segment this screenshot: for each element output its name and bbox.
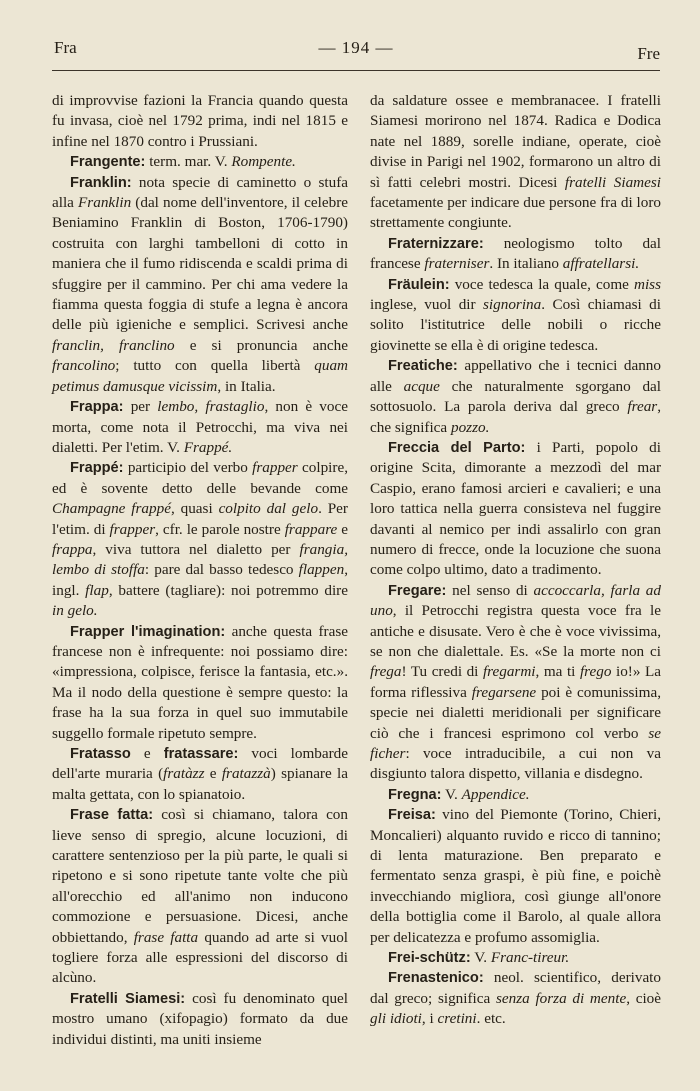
- entry-fratelli-siamesi: Fratelli Siamesi: così fu denominato quel mostro umano (xifopagio) formato da due individui distinti, ma uniti insieme: [52, 989, 349, 1048]
- headword: Frangente:: [70, 154, 146, 171]
- entry-franklin: Franklin: nota specie di caminetto o stufa alla Franklin (dal nome dell'inventore, il celebre Beniamino Franklin di Boston, 1706-1790) costruita con larghi tambelloni di cotto in maniera che il fumo ridiscenda e scaldi prima di sfuggire per il cammino. Per chi ama vedere la fiamma questa foggia di stufe a legna è ancora delle più igieniche e semplici. Scrivesi anche franclin, franclino e si pronuncia anche francolino; tutto con quella libertà quam petimus damusque vicissim, in Italia.: [52, 173, 348, 395]
- headword: Frappé:: [70, 460, 124, 477]
- page-header: [52, 36, 660, 71]
- entry-frei-schutz: Frei-schütz: V. Franc-tireur.: [388, 949, 570, 967]
- running-head-right: Fre: [637, 44, 660, 63]
- headword: Fräulein:: [388, 276, 450, 293]
- entry-frappe: Frappé: participio del verbo frapper colpire, ed è sovente detto delle bevande come Champagne frappé, quasi colpito dal gelo. Per l'etim. di frapper, cfr. le parole nostre frappare e frappa, viva tuttora nel dialetto per frangia, lembo di stoffa: pare dal basso tedesco flappen, ingl. flap, battere (tagliare): noi potremmo dire in gelo.: [52, 459, 349, 620]
- entry-frase-fatta: Frase fatta: così si chiamano, talora con lieve senso di spregio, alcune locuzioni, di carattere sentenzioso per la più parte, le quali si ripetono e si sono ripetute tante volte che più all'orecchio ed all'animo non inducono commozione e persuasione. Dicesi, anche obbiettando, frase fatta quando ad arte si vuol togliere forza alle espressioni del discorso di alcùno.: [52, 806, 349, 987]
- entry-fraulein: Fräulein: voce tedesca la quale, come miss inglese, vuol dir signorina. Così chiamasi di solito l'istitutrice delle nobili o ricche giovinette se ella è di origine tedesca.: [370, 275, 661, 354]
- headword: Frappa:: [70, 399, 124, 416]
- headword: Frei-schütz:: [388, 950, 471, 967]
- headword: Fregare:: [388, 582, 447, 599]
- entry-fratasso: Fratasso e fratassare: voci lombarde dell'arte muraria (fratàzz e fratazzà) spianare la malta gettata, con lo spianatoio.: [52, 745, 348, 803]
- headword: Fratelli Siamesi:: [70, 990, 186, 1007]
- headword: Freisa:: [388, 807, 436, 824]
- entry-continuation: di improvvise fazioni la Francia quando questa fu invasa, cioè nel 1792 prima, indi nel 1815 e infine nel 1870 contro i Prussiani.: [52, 92, 348, 150]
- entry-continuation: da saldature ossee e membranacee. I fratelli Siamesi morirono nel 1874. Radica e Dodica nate nel 1889, sorelle indiane, operate, cioè divise in Parigi nel 1902, formarono un altro di sì fatti celebri mostri. Dicesi fratelli Siamesi facetamente per indicare due persone fra di loro strettamente congiunte.: [370, 92, 661, 232]
- headword: Franklin:: [70, 174, 132, 191]
- headword: Frase fatta:: [70, 807, 154, 824]
- headword: Freccia del Parto:: [388, 439, 526, 456]
- headword: Frenastenico:: [388, 970, 484, 987]
- page-number: — 194 —: [318, 38, 394, 57]
- headword: Fraternizzare:: [388, 235, 484, 252]
- running-head-left: Fra: [54, 38, 77, 57]
- entry-frangente: Frangente: term. mar. V. Rompente.: [70, 153, 296, 171]
- entry-fraternizzare: Fraternizzare: neologismo tolto dal francese fraterniser. In italiano affratellarsi.: [370, 234, 661, 273]
- left-column: [52, 91, 348, 1050]
- headword: Fratasso: [70, 746, 131, 762]
- entry-frappa: Frappa: per lembo, frastaglio, non è voce morta, come nota il Petrocchi, ma viva nei dialetti. Per l'etim. V. Frappé.: [52, 398, 348, 456]
- entry-fregare: Fregare: nel senso di accoccarla, farla ad uno, il Petrocchi registra questa voce fra le antiche e disusate. Vero è che è voce vivissima, se non che dialettale. Es. «Se la morte non ci frega! Tu credi di fregarmi, ma ti frego io!» La forma riflessiva fregarsene poi è comunissima, specie nei dialetti meridionali per significare ciò che i francesi esprimono col verbo se ficher: voce intraducibile, a cui non va disgiunto talora dispetto, villania e disdegno.: [370, 581, 661, 783]
- headword: Frapper l'imagination:: [70, 623, 226, 640]
- entry-freisa: Freisa: vino del Piemonte (Torino, Chieri, Moncalieri) alquanto ruvido e ricco di tannino; di lenta maturazione. Ben preparato e fermentato senza graspi, è più fine, e poichè invecchiando migliora, così giunge all'onore della bottiglia come il Barolo, al quale allora per delicatezza e profumo assomiglia.: [370, 806, 661, 946]
- entry-fregna: Fregna: V. Appendice.: [388, 785, 530, 803]
- entry-frapper: Frapper l'imagination: anche questa frase francese non è infrequente: noi possiamo dire: «impressiona, colpisce, ferisce la fantasia, etc.». Ma il nodo della questione è sempre questo: la frase ha la sua forza in quel suo immutabile suggello formale ripetuto sempre.: [52, 622, 349, 742]
- headword: fratassare:: [163, 746, 239, 762]
- right-column: [370, 91, 661, 1030]
- headword: Freatiche:: [388, 358, 458, 375]
- entry-freccia-del-parto: Freccia del Parto: i Parti, popolo di origine Scita, dimorante a mezzodì del mar Caspio, erano famosi arcieri e cavalieri; e una loro tattica nella guerra consisteva nel fuggire davanti al nemico per indi assalirlo con gran numero di frecce, onde la locuzione che suona come colpo ultimo, dato a tradimento.: [370, 438, 661, 579]
- entry-frenastenico: Frenastenico: neol. scientifico, derivato dal greco; significa senza forza di mente, cioè gli idioti, i cretini. etc.: [370, 969, 662, 1028]
- entry-freatiche: Freatiche: appellativo che i tecnici danno alle acque che naturalmente sgorgano dal sottosuolo. La parola deriva dal greco frear, che significa pozzo.: [370, 357, 661, 436]
- headword: Fregna:: [388, 786, 442, 803]
